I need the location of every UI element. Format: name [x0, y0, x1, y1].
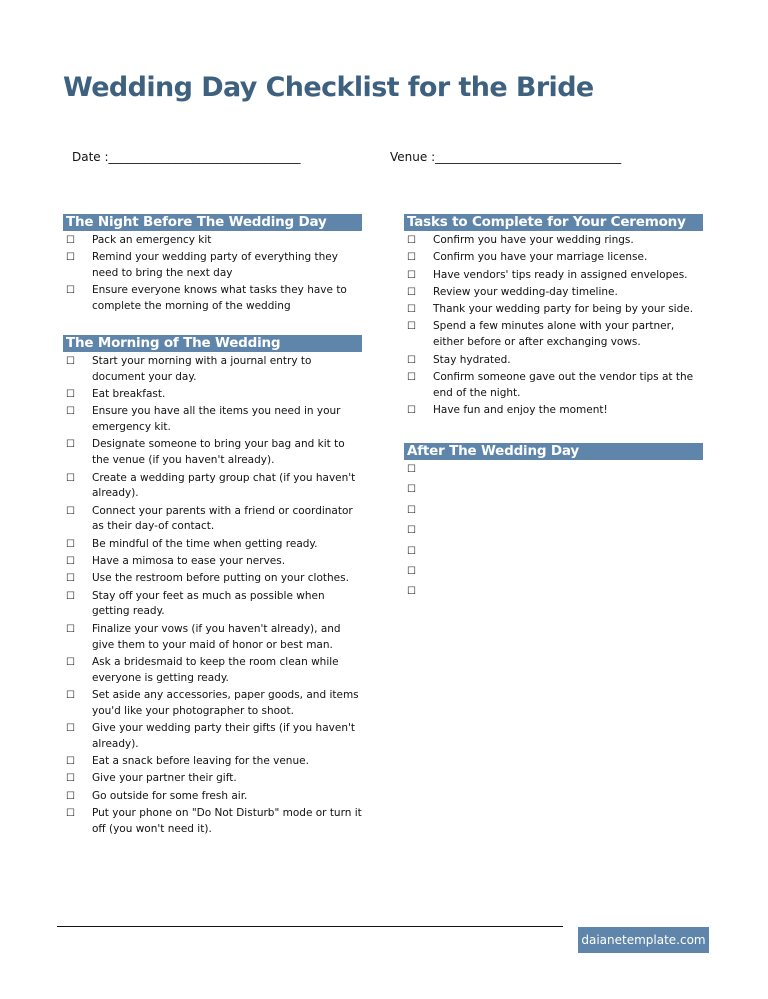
checklist-item	[63, 655, 362, 687]
checklist-item	[404, 544, 703, 563]
checklist-item	[63, 250, 362, 282]
section-header: The Morning of The Wedding	[63, 335, 362, 352]
item-text: Connect your parents with a friend or coordinator as their day-of contact.	[92, 504, 353, 533]
item-text: Remind your wedding party of everything they need to bring the next day	[92, 251, 338, 280]
item-text: Thank your wedding party for being by your side.	[433, 303, 694, 316]
checkbox-icon[interactable]: ☐	[66, 235, 75, 246]
item-text: Use the restroom before putting on your clothes.	[92, 572, 349, 585]
item-text: Stay hydrated.	[433, 353, 511, 366]
checkbox-icon[interactable]: ☐	[66, 790, 75, 802]
checklist-item	[404, 503, 703, 522]
checkbox-icon[interactable]: ☐	[66, 656, 75, 668]
item-text: Review your wedding-day timeline.	[433, 285, 618, 298]
checklist-item	[404, 302, 703, 318]
item-text: Have fun and enjoy the moment!	[433, 403, 608, 416]
date-field[interactable]: Date :________________________________	[72, 150, 301, 164]
checkbox-icon[interactable]: ☐	[66, 439, 75, 451]
checklist-item	[404, 319, 703, 351]
checkbox-icon[interactable]: ☐	[407, 565, 416, 577]
item-text: Go outside for some fresh air.	[92, 789, 248, 802]
item-text: Give your wedding party their gifts (if you haven't already).	[92, 722, 355, 750]
checkbox-icon[interactable]: ☐	[407, 404, 416, 416]
checkbox-icon[interactable]: ☐	[407, 525, 416, 537]
item-text: Eat a snack before leaving for the venue.	[92, 755, 309, 768]
checklist-item	[63, 233, 362, 249]
checkbox-icon[interactable]: ☐	[407, 484, 416, 496]
checkbox-icon[interactable]: ☐	[66, 556, 75, 568]
item-text: Set aside any accessories, paper goods, and items you'd like your photographer to shoot.	[92, 688, 359, 717]
item-text: Confirm you have your wedding rings.	[433, 234, 634, 246]
item-text: Eat breakfast.	[92, 388, 166, 401]
checklist-item	[404, 250, 703, 266]
checklist-item	[63, 622, 362, 654]
checkbox-icon[interactable]: ☐	[66, 623, 75, 635]
checkbox-icon[interactable]: ☐	[66, 285, 75, 297]
item-text: Designate someone to bring your bag and kit to the venue (if you haven't already).	[92, 438, 345, 467]
checkbox-icon[interactable]: ☐	[66, 773, 75, 785]
checklist-item	[63, 537, 362, 553]
checkbox-icon[interactable]: ☐	[407, 252, 416, 264]
page-title: Wedding Day Checklist for the Bride	[63, 72, 594, 103]
checklist-item	[404, 564, 703, 583]
checkbox-icon[interactable]: ☐	[407, 286, 416, 298]
checkbox-icon[interactable]: ☐	[66, 756, 75, 768]
checklist-item	[63, 471, 362, 503]
checklist-item	[404, 268, 703, 284]
item-text: Be mindful of the time when getting ready.	[92, 537, 318, 550]
item-text: Finalize your vows (if you haven't already), and give them to your maid of honor or best man.	[92, 622, 341, 651]
checklist-item	[404, 285, 703, 301]
checklist-item	[63, 404, 362, 436]
checklist-item	[63, 688, 362, 720]
checklist-item	[63, 806, 362, 838]
checkbox-icon[interactable]: ☐	[407, 504, 416, 516]
checklist-item	[63, 789, 362, 805]
item-text: Put your phone on "Do Not Disturb" mode or turn it off (you won't need it).	[92, 807, 362, 835]
checklist-item	[404, 462, 703, 481]
checkbox-icon[interactable]: ☐	[407, 545, 416, 557]
checkbox-icon[interactable]: ☐	[66, 389, 75, 401]
checklist-item	[63, 504, 362, 536]
checklist-item	[404, 584, 703, 603]
item-text: Give your partner their gift.	[92, 772, 237, 785]
item-text: Start your morning with a journal entry to document your day.	[92, 355, 312, 383]
checkbox-icon[interactable]: ☐	[407, 304, 416, 316]
item-text: Have a mimosa to ease your nerves.	[92, 555, 286, 568]
checkbox-icon[interactable]: ☐	[407, 321, 416, 333]
checkbox-icon[interactable]: ☐	[407, 235, 416, 246]
checklist-item	[63, 387, 362, 403]
checklist-item	[404, 370, 703, 402]
checklist-item	[63, 437, 362, 469]
checkbox-icon[interactable]: ☐	[66, 505, 75, 517]
checkbox-icon[interactable]: ☐	[66, 472, 75, 484]
checklist-item	[404, 233, 703, 249]
checkbox-icon[interactable]: ☐	[66, 406, 75, 418]
checkbox-icon[interactable]: ☐	[66, 590, 75, 602]
item-text: Confirm someone gave out the vendor tips at the end of the night.	[433, 370, 694, 399]
checklist-item	[404, 523, 703, 542]
checkbox-icon[interactable]: ☐	[66, 573, 75, 585]
checkbox-icon[interactable]: ☐	[407, 269, 416, 281]
item-text: Have vendors' tips ready in assigned envelopes.	[433, 268, 688, 281]
checkbox-icon[interactable]: ☐	[66, 723, 75, 735]
section-header: Tasks to Complete for Your Ceremony	[404, 214, 703, 231]
item-text: Stay off your feet as much as possible when getting ready.	[92, 589, 325, 618]
section-after	[404, 443, 703, 605]
footer-divider	[57, 926, 563, 927]
section-night-before	[63, 214, 362, 316]
checkbox-icon[interactable]: ☐	[66, 689, 75, 701]
checklist-item	[63, 354, 362, 386]
checkbox-icon[interactable]: ☐	[66, 252, 75, 264]
checkbox-icon[interactable]: ☐	[407, 586, 416, 598]
checklist-item	[63, 571, 362, 587]
checklist-item	[63, 554, 362, 570]
checkbox-icon[interactable]: ☐	[407, 354, 416, 366]
checklist-item	[63, 283, 362, 315]
checklist-item	[63, 754, 362, 770]
checklist-item	[63, 721, 362, 753]
checkbox-icon[interactable]: ☐	[407, 464, 416, 475]
checklist-item	[404, 403, 703, 419]
checkbox-icon[interactable]: ☐	[66, 356, 75, 367]
checklist-item	[63, 771, 362, 787]
checkbox-icon[interactable]: ☐	[66, 538, 75, 550]
item-text: Ask a bridesmaid to keep the room clean while everyone is getting ready.	[92, 655, 339, 684]
section-header: The Night Before The Wedding Day	[63, 214, 362, 231]
checklist-item	[404, 482, 703, 501]
item-text: Confirm you have your marriage license.	[433, 251, 648, 264]
item-text: Pack an emergency kit	[92, 234, 212, 246]
item-text: Ensure you have all the items you need in your emergency kit.	[92, 405, 341, 434]
item-text: Spend a few minutes alone with your partner, either before or after exchanging vows.	[433, 320, 675, 349]
item-text: Create a wedding party group chat (if you haven't already).	[92, 471, 356, 500]
checklist-item	[404, 353, 703, 369]
checkbox-icon[interactable]: ☐	[66, 808, 75, 820]
section-header: After The Wedding Day	[404, 443, 703, 460]
footer-site-badge: daianetemplate.com	[578, 927, 709, 953]
item-text: Ensure everyone knows what tasks they have to complete the morning of the wedding	[92, 284, 347, 313]
section-ceremony	[404, 214, 703, 420]
section-morning	[63, 335, 362, 839]
checkbox-icon[interactable]: ☐	[407, 371, 416, 383]
checklist-item	[63, 589, 362, 621]
venue-field[interactable]: Venue :_______________________________	[390, 150, 622, 164]
